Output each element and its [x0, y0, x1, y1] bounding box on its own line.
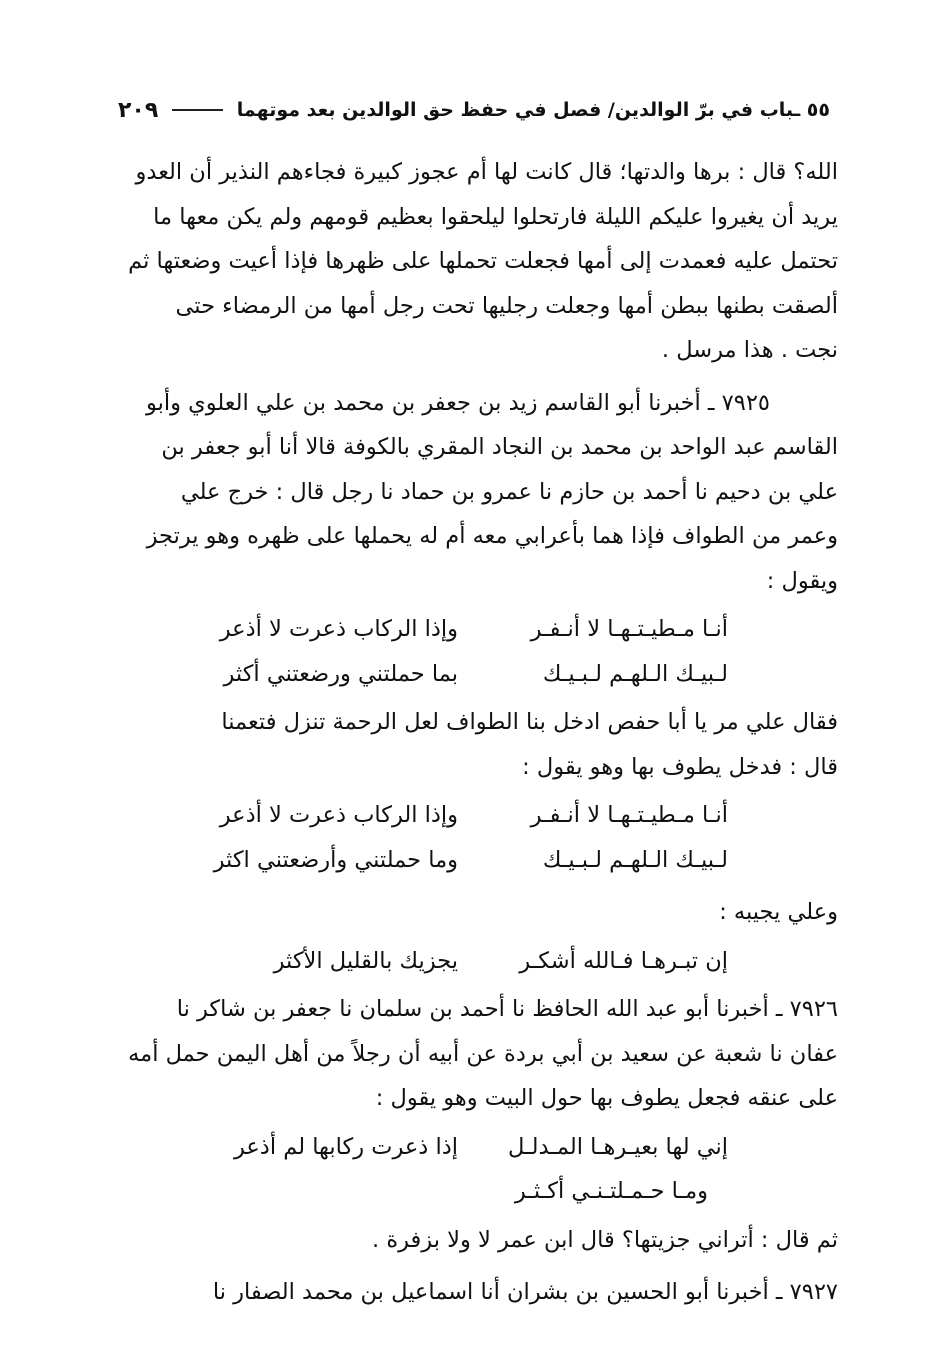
verse-block-4 [118, 1125, 838, 1214]
text-line: على عنقه فجعل يطوف بها حول البيت وهو يقول : [375, 1085, 838, 1111]
verse-second-hemistich: يجزيك بالقليل الأكثر [273, 947, 458, 974]
verse-first-hemistich: أنـا مـطيـتـهـا لا أنـفـر [530, 802, 728, 828]
paragraph-7925 [118, 381, 838, 604]
verse-first-hemistich: أنـا مـطيـتـهـا لا أنـفـر [530, 616, 728, 642]
verse-second-hemistich: وما حملتني وأرضعتني اكثر [213, 846, 458, 873]
paragraph-6 [118, 1218, 838, 1263]
verse-line [118, 1169, 838, 1214]
text-line: ويقول : [766, 567, 838, 594]
verse-line [118, 939, 838, 984]
verse-line [118, 838, 838, 883]
verse-first-hemistich: لـبيـك الـلهـم لـبـيـك [542, 660, 728, 687]
verse-block-3 [118, 939, 838, 984]
text-line: وعمر من الطواف فإذا هما بأعرابي معه أم له يحملها على ظهره وهو يرتجز [146, 523, 838, 549]
text-line: قال : فدخل يطوف بها وهو يقول : [522, 753, 838, 780]
verse-first-hemistich: إن تبـرهـا فـالله أشكـر [519, 947, 728, 974]
running-header [118, 92, 830, 128]
verse-second-hemistich: وإذا الركاب ذعرت لا أذعر [219, 802, 458, 828]
verse-second-hemistich: إذا ذعرت ركابها لم أذعر [233, 1133, 458, 1160]
text-line: علي بن دحيم نا أحمد بن حازم نا عمرو بن حماد نا رجل قال : خرج علي [180, 478, 838, 505]
verse-line [118, 1125, 838, 1170]
text-line: عفان نا شعبة عن سعيد بن أبي بردة عن أبيه أن رجلاً من أهل اليمن حمل أمه [128, 1040, 838, 1067]
verse-line [118, 793, 838, 838]
paragraph-1 [118, 150, 838, 373]
verse-first-hemistich: إني لها بعيـرهـا المـدلـل [507, 1133, 728, 1160]
verse-second-hemistich: وإذا الركاب ذعرت لا أذعر [219, 616, 458, 642]
text-line: يريد أن يغيروا عليكم الليلة فارتحلوا ليلحقوا بعظيم قومهم ولم يكن معها ما [153, 203, 838, 230]
verse-first-hemistich: لـبيـك الـلهـم لـبـيـك [542, 846, 728, 873]
text-line: وعلي يجيبه : [719, 899, 838, 925]
page-body [118, 150, 838, 1315]
text-line: نجت . هذا مرسل . [661, 337, 838, 363]
verse-first-hemistich: ومـا حـمـلتـنـي أكـثـر [514, 1178, 708, 1204]
text-line: الله؟ قال : برها والدتها؛ قال كانت لها أم عجوز كبيرة فجاءهم النذير أن العدو [135, 159, 838, 185]
paragraph-4 [118, 890, 838, 935]
verse-second-hemistich: بما حملتني ورضعتني أكثر [223, 660, 458, 687]
text-line: ٧٩٢٧ ـ أخبرنا أبو الحسين بن بشران أنا اسماعيل بن محمد الصفار نا [212, 1279, 838, 1305]
text-line: تحتمل عليه فعمدت إلى أمها فجعلت تحملها على ظهرها فإذا أعيت وضعتها ثم [128, 248, 838, 274]
chapter-title: ٥٥ ـباب في برّ الوالدين/ فصل في حفظ حق الوالدين بعد موتهما [236, 99, 830, 121]
verse-block-2 [118, 793, 838, 882]
verse-block-1 [118, 607, 838, 696]
verse-line [118, 607, 838, 652]
text-line: ثم قال : أتراني جزيتها؟ قال ابن عمر لا ولا بزفرة . [372, 1226, 838, 1253]
paragraph-7926 [118, 987, 838, 1121]
text-line: فقال علي مر يا أبا حفص ادخل بنا الطواف لعل الرحمة تنزل فتعمنا [221, 709, 838, 735]
text-line: ٧٩٢٥ ـ أخبرنا أبو القاسم زيد بن جعفر بن محمد بن علي العلوي وأبو [145, 389, 770, 416]
page-number: ٢٠٩ [118, 97, 159, 123]
paragraph-3 [118, 700, 838, 789]
text-line: ٧٩٢٦ ـ أخبرنا أبو عبد الله الحافظ نا أحمد بن سلمان نا جعفر بن شاكر نا [176, 996, 838, 1022]
verse-line [118, 652, 838, 697]
header-rule [172, 109, 223, 111]
text-line: القاسم عبد الواحد بن محمد بن النجاد المقري بالكوفة قالا أنا أبو جعفر بن [161, 434, 838, 460]
paragraph-7927 [118, 1270, 838, 1315]
text-line: ألصقت بطنها ببطن أمها وجعلت رجليها تحت رجل أمها من الرمضاء حتى [175, 292, 838, 319]
